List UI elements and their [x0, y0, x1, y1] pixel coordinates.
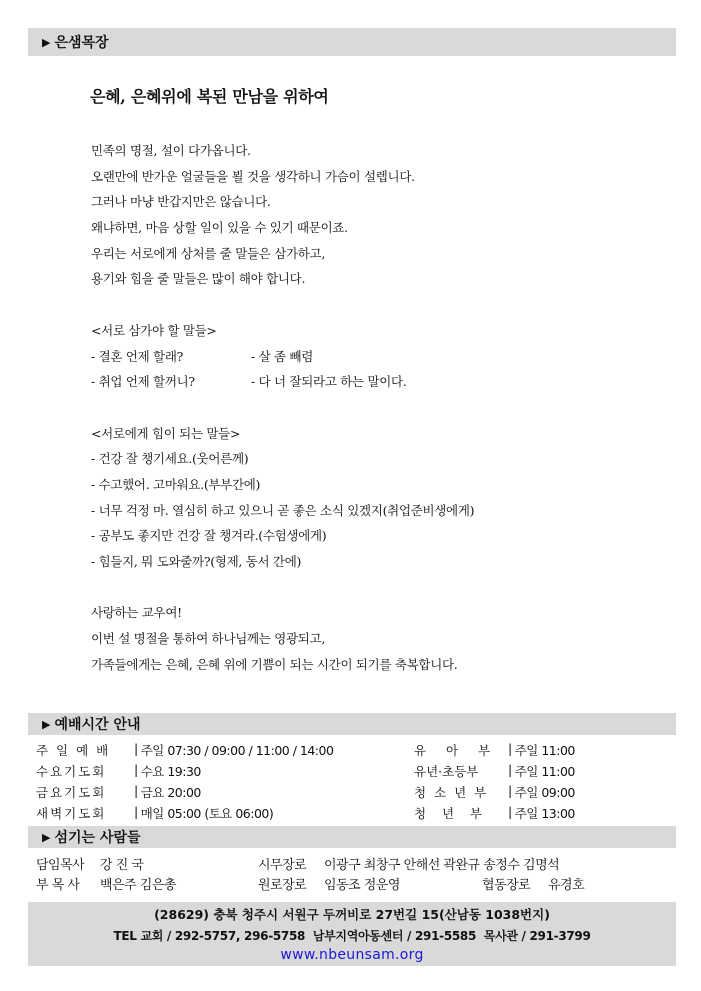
dept-name: 청 년 부 [414, 805, 483, 821]
service-name: 수요기도회 [36, 763, 107, 779]
dept-name: 청 소 년 부 [414, 784, 489, 800]
section-title: 예배시간 안내 [54, 717, 141, 733]
closing-line: 가족들에게는 은혜, 은혜 위에 기쁨이 되는 시간이 되기를 축복합니다. [91, 656, 458, 672]
encourage-item: - 공부도 좋지만 건강 잘 챙겨라.(수험생에게) [91, 528, 327, 544]
staff-row [36, 873, 656, 893]
article-title: 은혜, 은혜위에 복된 만남을 위하여 [90, 87, 329, 106]
section-header-eunsam [28, 28, 676, 56]
worship-row [36, 760, 636, 781]
dept-time: 주일 09:00 [514, 784, 575, 800]
section-title: 섬기는 사람들 [54, 830, 141, 846]
staff-names: 임동조 정운영 [324, 877, 400, 893]
paragraph-line: 용기와 힘을 줄 말들은 많이 해야 합니다. [91, 271, 306, 287]
avoid-row [91, 344, 651, 370]
avoid-item: - 살 좀 빼렴 [251, 348, 314, 364]
separator: | [134, 803, 138, 819]
service-time: 수요 19:30 [140, 763, 201, 779]
section-title: 은샘목장 [54, 35, 109, 51]
separator: | [508, 803, 512, 819]
staff-role: 협동장로 [482, 877, 531, 893]
triangle-right-icon: ▶ [42, 830, 51, 844]
staff-role: 원로장로 [258, 877, 307, 893]
address: (28629) 충북 청주시 서원구 두꺼비로 27번길 15(산남동 1038번지) [154, 907, 550, 922]
paragraph-line: 우리는 서로에게 상처를 줄 말들은 삼가하고, [91, 245, 325, 261]
phone-numbers: TEL 교회 / 292-5757, 296-5758 남부지역아동센터 / 291-5585 목사관 / 291-3799 [113, 929, 591, 943]
service-time: 금요 20:00 [140, 784, 201, 800]
staff-row [36, 853, 656, 873]
paragraph-line: 민족의 명절, 설이 다가옵니다. [91, 143, 251, 158]
encourage-item: - 힘들지, 뭐 도와줄까?(형제, 동서 간에) [91, 554, 302, 569]
triangle-right-icon: ▶ [42, 717, 51, 731]
staff-names: 유경호 [548, 877, 585, 893]
service-name: 주 일 예 배 [36, 742, 111, 758]
encourage-item: - 건강 잘 챙기세요.(웃어른께) [91, 451, 249, 467]
contact-footer [28, 902, 676, 966]
staff-role: 시무장로 [258, 857, 307, 873]
dept-time: 주일 11:00 [514, 742, 575, 758]
worship-row [36, 802, 636, 823]
service-name: 금요기도회 [36, 784, 107, 800]
section-header-worship [28, 713, 676, 735]
closing-line: 사랑하는 교우여! [91, 605, 182, 621]
encourage-item: - 수고했어. 고마워요.(부부간에) [91, 476, 261, 492]
encourage-heading: <서로에게 힘이 되는 말들> [91, 425, 241, 441]
service-name: 새벽기도회 [36, 805, 107, 821]
closing-line: 이번 설 명절을 통하여 하나님께는 영광되고, [91, 631, 325, 647]
service-time: 주일 07:30 / 09:00 / 11:00 / 14:00 [140, 742, 334, 758]
worship-row [36, 781, 636, 802]
staff-names: 이광구 최창구 안해선 곽완규 송정수 김명석 [324, 857, 560, 873]
separator: | [134, 761, 138, 777]
avoid-item: - 취업 언제 할꺼니? [91, 374, 195, 390]
avoid-row [91, 369, 651, 395]
paragraph-line: 그러나 마냥 반갑지만은 않습니다. [91, 194, 271, 210]
worship-row [36, 739, 636, 760]
dept-name: 유년·초등부 [414, 763, 479, 779]
avoid-item: - 결혼 언제 할래? [91, 348, 183, 364]
dept-time: 주일 13:00 [514, 805, 575, 821]
separator: | [508, 782, 512, 798]
separator: | [508, 740, 512, 756]
paragraph-line: 오랜만에 반가운 얼굴들을 뵐 것을 생각하니 가슴이 설렙니다. [91, 168, 415, 184]
triangle-right-icon: ▶ [42, 35, 51, 49]
encourage-item: - 너무 걱정 마. 열심히 하고 있으니 곧 좋은 소식 있겠지(취업준비생에게) [91, 502, 475, 518]
staff-names: 강 진 국 [100, 857, 144, 873]
paragraph-line: 왜냐하면, 마음 상할 일이 있을 수 있기 때문이죠. [91, 220, 348, 236]
dept-time: 주일 11:00 [514, 763, 575, 779]
service-time: 매일 05:00 (토요 06:00) [140, 805, 274, 821]
section-header-staff [28, 826, 676, 848]
avoid-heading: <서로 삼가야 할 말들> [91, 322, 217, 338]
dept-name: 유 아 부 [414, 742, 493, 758]
staff-names: 백은주 김은총 [100, 877, 176, 893]
separator: | [134, 782, 138, 798]
separator: | [134, 740, 138, 756]
website-link[interactable]: www.nbeunsam.org [280, 947, 424, 963]
separator: | [508, 761, 512, 777]
avoid-item: - 다 너 잘되라고 하는 말이다. [251, 374, 407, 390]
staff-list [36, 853, 656, 893]
staff-role: 담임목사 [36, 857, 85, 873]
worship-schedule [36, 739, 636, 823]
article-body [91, 138, 651, 677]
staff-role: 부 목 사 [36, 877, 80, 893]
